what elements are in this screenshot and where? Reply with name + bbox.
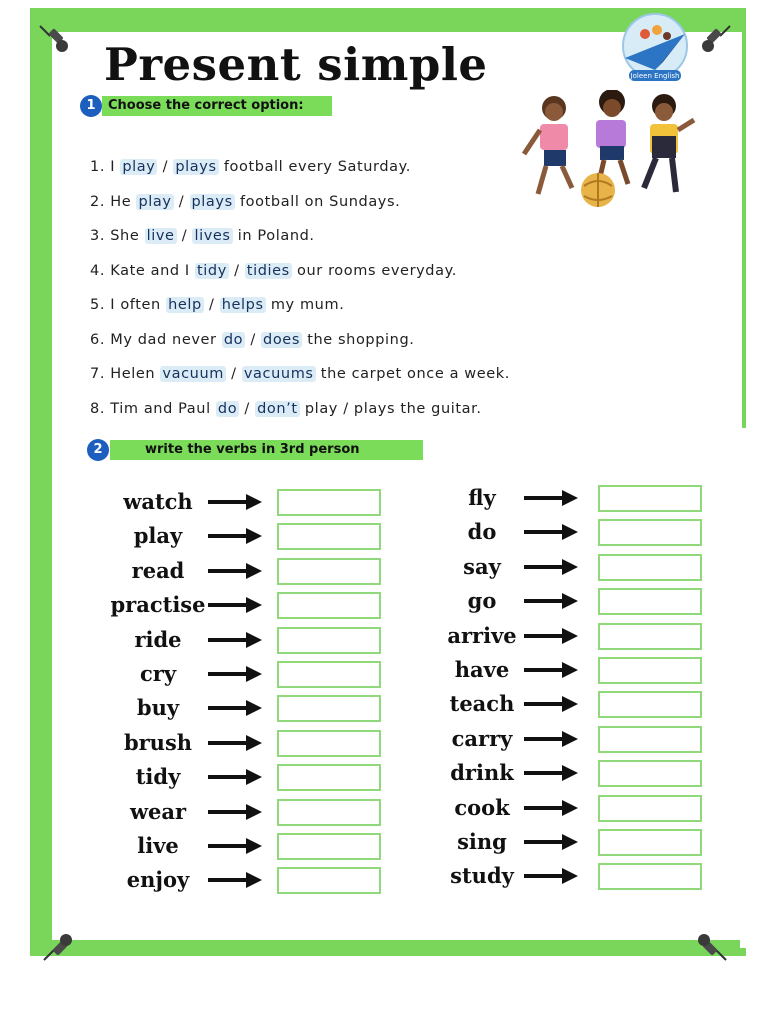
verb-label: drink: [450, 760, 514, 786]
page-title: Present simple: [104, 38, 488, 91]
section-1-heading: Choose the correct option:: [108, 98, 304, 113]
answer-box[interactable]: [277, 627, 381, 654]
arrow-right-icon: [208, 767, 262, 787]
answer-box[interactable]: [598, 760, 702, 787]
answer-box[interactable]: [598, 829, 702, 856]
arrow-right-icon: [524, 660, 578, 680]
sentence-text: 5. I often: [90, 297, 167, 313]
arrow-right-icon: [524, 763, 578, 783]
arrow-right-icon: [208, 630, 262, 650]
option-separator: /: [173, 193, 190, 210]
arrow-right-icon: [208, 492, 262, 512]
answer-box[interactable]: [598, 795, 702, 822]
answer-box[interactable]: [598, 726, 702, 753]
arrow-right-icon: [524, 522, 578, 542]
option-b[interactable]: plays: [191, 193, 233, 210]
answer-box[interactable]: [598, 588, 702, 615]
sentence-text: 3. She: [90, 228, 145, 244]
option-b[interactable]: lives: [194, 228, 231, 244]
verb-label: brush: [123, 729, 193, 755]
verb-label: do: [467, 519, 497, 545]
arrow-right-icon: [208, 595, 262, 615]
verb-label: practise: [110, 592, 206, 618]
verb-label: play: [133, 523, 183, 549]
verb-label: have: [454, 657, 510, 682]
option-b[interactable]: does: [263, 331, 300, 348]
verb-label: carry: [451, 725, 513, 751]
verb-label: watch: [123, 489, 193, 514]
option-separator: /: [203, 297, 220, 313]
arrow-right-icon: [524, 557, 578, 577]
sentence-item: [90, 362, 610, 397]
answer-box[interactable]: [598, 691, 702, 718]
answer-box[interactable]: [277, 730, 381, 757]
arrow-right-icon: [524, 626, 578, 646]
option-separator: /: [239, 400, 256, 417]
sentence-text: 8. Tim and Paul: [90, 400, 216, 417]
answer-box[interactable]: [277, 695, 381, 722]
sentence-item: [90, 259, 610, 294]
sentence-text: 1. I: [90, 159, 121, 175]
verb-label: say: [463, 553, 501, 579]
arrow-right-icon: [524, 591, 578, 611]
option-b[interactable]: plays: [175, 159, 217, 175]
sentence-text: my mum.: [265, 297, 345, 313]
sentence-text: in Poland.: [232, 228, 315, 244]
sentence-text: our rooms everyday.: [291, 262, 457, 279]
answer-box[interactable]: [598, 485, 702, 512]
verb-label: wear: [129, 798, 187, 824]
sentence-text: football on Sundays.: [234, 193, 401, 210]
answer-box[interactable]: [277, 867, 381, 894]
arrow-right-icon: [524, 798, 578, 818]
option-a[interactable]: vacuum: [162, 366, 224, 382]
verb-label: go: [467, 588, 497, 614]
sentence-item: [90, 155, 610, 190]
sentence-text: play / plays the guitar.: [299, 400, 482, 417]
pushpin-icon: [36, 22, 70, 56]
answer-box[interactable]: [277, 558, 381, 585]
sentence-item: [90, 293, 610, 328]
section-2-heading: write the verbs in 3rd person: [145, 442, 360, 457]
arrow-right-icon: [208, 836, 262, 856]
arrow-right-icon: [208, 870, 262, 890]
verb-label: cook: [454, 794, 510, 820]
pushpin-icon: [700, 22, 734, 56]
answer-box[interactable]: [277, 799, 381, 826]
option-a[interactable]: play: [138, 193, 172, 210]
option-a[interactable]: live: [146, 228, 175, 244]
answer-box[interactable]: [277, 833, 381, 860]
answer-box[interactable]: [277, 523, 381, 550]
arrow-right-icon: [208, 698, 262, 718]
logo-text: Joleen English: [630, 72, 680, 80]
option-b[interactable]: don’t: [257, 400, 298, 417]
sentence-text: 6. My dad never: [90, 331, 222, 348]
verb-label: live: [137, 833, 179, 858]
section-2-badge: 2: [87, 439, 109, 461]
sentence-item: [90, 224, 610, 259]
sentence-item: [90, 190, 610, 225]
arrow-right-icon: [208, 664, 262, 684]
sentence-text: 2. He: [90, 193, 137, 210]
verb-label: fly: [468, 485, 496, 510]
option-a[interactable]: do: [217, 400, 238, 417]
verb-label: study: [450, 863, 514, 889]
sentence-text: 4. Kate and I: [90, 262, 195, 279]
option-separator: /: [245, 331, 262, 348]
verb-label: buy: [136, 695, 180, 721]
arrow-right-icon: [524, 694, 578, 714]
arrow-right-icon: [524, 866, 578, 886]
option-a[interactable]: help: [168, 297, 202, 313]
option-a[interactable]: do: [223, 331, 244, 348]
answer-box[interactable]: [598, 554, 702, 581]
sentence-text: 7. Helen: [90, 366, 161, 382]
option-separator: /: [176, 228, 193, 244]
arrow-right-icon: [208, 526, 262, 546]
option-b[interactable]: vacuums: [243, 366, 314, 382]
answer-box[interactable]: [277, 489, 381, 516]
option-separator: /: [228, 262, 245, 279]
option-b[interactable]: helps: [221, 297, 264, 313]
border-gap: [740, 428, 768, 948]
answer-box[interactable]: [277, 592, 381, 619]
verb-label: ride: [134, 626, 182, 652]
option-b[interactable]: tidies: [246, 262, 290, 279]
pushpin-icon: [696, 930, 730, 964]
verb-label: cry: [139, 661, 177, 686]
verb-label: arrive: [447, 622, 517, 648]
option-separator: /: [225, 366, 242, 382]
arrow-right-icon: [524, 729, 578, 749]
arrow-right-icon: [208, 733, 262, 753]
brand-logo: [615, 12, 695, 84]
sentence-item: [90, 397, 610, 432]
sentence-text: the carpet once a week.: [315, 366, 510, 382]
answer-box[interactable]: [598, 863, 702, 890]
answer-box[interactable]: [598, 519, 702, 546]
section-1-badge: 1: [80, 95, 102, 117]
arrow-right-icon: [524, 832, 578, 852]
answer-box[interactable]: [277, 764, 381, 791]
option-a[interactable]: play: [122, 159, 156, 175]
option-separator: /: [157, 159, 174, 175]
pushpin-icon: [40, 930, 74, 964]
arrow-right-icon: [208, 561, 262, 581]
sentence-item: [90, 328, 610, 363]
verb-label: tidy: [135, 764, 181, 790]
sentence-text: football every Saturday.: [218, 159, 411, 175]
answer-box[interactable]: [598, 623, 702, 650]
verb-label: read: [131, 557, 185, 583]
verb-label: sing: [457, 829, 507, 854]
arrow-right-icon: [208, 802, 262, 822]
sentence-text: the shopping.: [301, 331, 415, 348]
arrow-right-icon: [524, 488, 578, 508]
verb-label: teach: [449, 691, 515, 717]
answer-box[interactable]: [598, 657, 702, 684]
verb-label: enjoy: [126, 867, 190, 893]
sentence-list: [90, 155, 610, 431]
answer-box[interactable]: [277, 661, 381, 688]
option-a[interactable]: tidy: [196, 262, 227, 279]
